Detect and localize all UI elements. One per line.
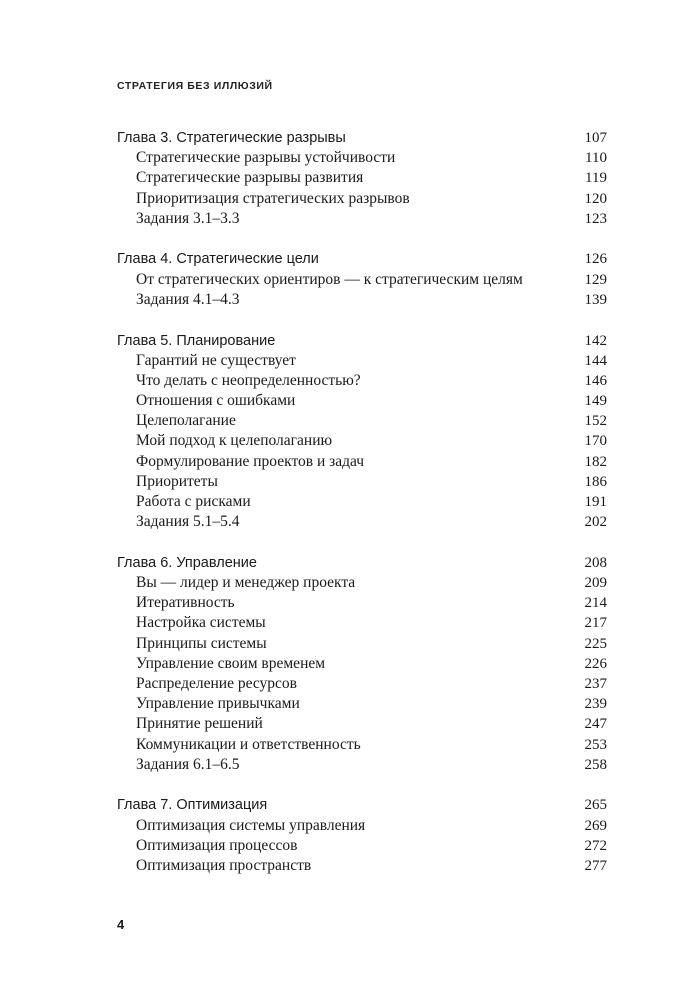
section-page-number: 277	[584, 858, 607, 874]
section-page-number: 269	[584, 817, 607, 834]
section-entry[interactable]	[117, 573, 607, 593]
section-entry[interactable]	[117, 694, 607, 714]
section-page-number: 110	[585, 150, 607, 167]
section-entry[interactable]	[117, 816, 607, 836]
chapter-entry[interactable]	[117, 249, 607, 269]
section-entry[interactable]	[117, 593, 607, 613]
section-entry[interactable]	[117, 674, 607, 694]
section-page-number: 139	[584, 291, 607, 308]
section-title: Гарантий не существует	[136, 351, 296, 369]
section-entry[interactable]	[117, 836, 607, 856]
section-entry[interactable]	[117, 290, 607, 310]
chapter-title: Глава 7. Оптимизация	[117, 797, 268, 814]
section-entry[interactable]	[117, 654, 607, 674]
section-title: Распределение ресурсов	[136, 675, 297, 692]
section-title: Целеполагание	[136, 412, 236, 430]
section-page-number: 170	[584, 433, 607, 450]
section-entry[interactable]	[117, 755, 607, 775]
section-entry[interactable]	[117, 351, 607, 371]
section-title: Что делать с неопределенностью?	[136, 371, 361, 389]
chapter-title: Глава 5. Планирование	[117, 332, 276, 349]
section-title: Коммуникации и ответственность	[136, 735, 361, 753]
section-entry[interactable]	[117, 209, 607, 229]
chapter-page-number: 107	[584, 130, 607, 146]
section-title: Задания 5.1–5.4	[136, 513, 240, 531]
section-title: Задания 3.1–3.3	[136, 209, 240, 227]
section-page-number: 239	[584, 696, 607, 713]
section-page-number: 149	[584, 393, 607, 410]
section-page-number: 129	[584, 271, 607, 288]
section-entry[interactable]	[117, 714, 607, 734]
section-page-number: 253	[584, 736, 607, 753]
section-entry[interactable]	[117, 168, 607, 188]
section-entry[interactable]	[117, 472, 607, 492]
section-entry[interactable]	[117, 371, 607, 391]
section-entry[interactable]	[117, 411, 607, 431]
section-title: Задания 4.1–4.3	[136, 290, 240, 308]
chapter-page-number: 265	[584, 797, 607, 814]
section-page-number: 144	[584, 352, 607, 369]
section-page-number: 209	[584, 575, 607, 592]
section-entry[interactable]	[117, 613, 607, 633]
section-page-number: 182	[584, 453, 607, 470]
section-title: Стратегические разрывы устойчивости	[136, 149, 396, 167]
section-page-number: 186	[584, 473, 607, 490]
section-entry[interactable]	[117, 634, 607, 654]
section-entry[interactable]	[117, 492, 607, 512]
section-title: Управление привычками	[136, 695, 300, 713]
section-entry[interactable]	[117, 512, 607, 532]
section-page-number: 225	[584, 635, 607, 652]
chapter-title: Глава 4. Стратегические цели	[117, 251, 319, 268]
section-entry[interactable]	[117, 189, 607, 209]
section-entry[interactable]	[117, 431, 607, 451]
section-entry[interactable]	[117, 270, 607, 290]
section-page-number: 214	[584, 595, 607, 612]
section-title: Управление своим временем	[136, 654, 326, 672]
section-page-number: 119	[585, 170, 607, 187]
section-page-number: 120	[584, 190, 607, 207]
section-title: Стратегические разрывы развития	[136, 169, 364, 187]
chapter-block	[117, 553, 607, 775]
chapter-title: Глава 3. Стратегические разрывы	[117, 130, 346, 146]
section-title: Приоритеты	[136, 472, 218, 490]
section-page-number: 226	[584, 655, 607, 672]
chapter-entry[interactable]	[117, 553, 607, 573]
running-head: СТРАТЕГИЯ БЕЗ ИЛЛЮЗИЙ	[117, 80, 273, 92]
chapter-entry[interactable]	[117, 331, 607, 351]
table-of-contents	[117, 128, 607, 897]
section-page-number: 237	[584, 676, 607, 692]
section-title: Отношения с ошибками	[136, 392, 296, 410]
section-entry[interactable]	[117, 148, 607, 168]
section-title: Мой подход к целеполаганию	[136, 432, 333, 450]
section-page-number: 123	[584, 210, 607, 227]
section-title: Приоритизация стратегических разрывов	[136, 189, 410, 207]
section-title: Настройка системы	[136, 614, 266, 632]
chapter-block	[117, 249, 607, 310]
section-entry[interactable]	[117, 735, 607, 755]
chapter-page-number: 126	[584, 251, 607, 268]
chapter-block	[117, 795, 607, 876]
section-title: Оптимизация системы управления	[136, 816, 366, 834]
chapter-entry[interactable]	[117, 128, 607, 148]
section-title: Формулирование проектов и задач	[136, 452, 365, 470]
section-entry[interactable]	[117, 391, 607, 411]
section-page-number: 152	[584, 413, 607, 430]
section-page-number: 258	[584, 756, 607, 773]
chapter-entry[interactable]	[117, 795, 607, 815]
section-page-number: 202	[584, 514, 607, 531]
section-title: Принципы системы	[136, 634, 267, 652]
section-title: Принятие решений	[136, 715, 263, 733]
section-page-number: 146	[584, 372, 607, 389]
page-number: 4	[117, 917, 125, 932]
section-title: Вы — лидер и менеджер проекта	[136, 574, 356, 592]
chapter-block	[117, 128, 607, 229]
section-title: Итеративность	[136, 594, 235, 612]
section-page-number: 272	[584, 837, 607, 854]
section-entry[interactable]	[117, 452, 607, 472]
chapter-page-number: 142	[584, 332, 607, 349]
chapter-page-number: 208	[584, 554, 607, 571]
section-entry[interactable]	[117, 856, 607, 876]
section-page-number: 217	[584, 615, 607, 632]
chapter-title: Глава 6. Управление	[117, 554, 257, 571]
section-page-number: 191	[584, 494, 607, 510]
section-title: Задания 6.1–6.5	[136, 755, 240, 773]
section-title: Работа с рисками	[136, 493, 251, 510]
section-page-number: 247	[584, 716, 607, 733]
chapter-block	[117, 331, 607, 533]
section-title: Оптимизация процессов	[136, 836, 298, 854]
section-title: От стратегических ориентиров — к стратегическим целям	[136, 270, 523, 288]
section-title: Оптимизация пространств	[136, 857, 312, 874]
